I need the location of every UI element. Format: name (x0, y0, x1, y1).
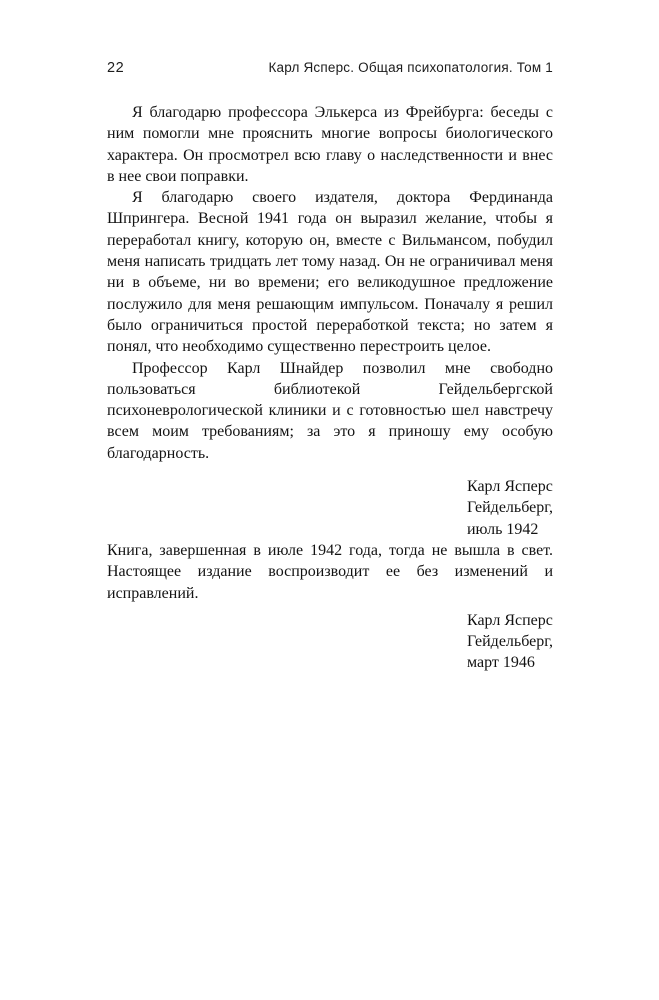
paragraph-closing-note: Книга, завершенная в июле 1942 года, тогда не вышла в свет. Настоящее издание воспроизводит ее без изменений и исправлений. (107, 541, 553, 602)
signature-place: Гейдельберг, (466, 633, 553, 651)
page-number: 22 (107, 60, 125, 76)
signature-block-1942 (467, 476, 553, 540)
signature-date: июль 1942 (466, 520, 539, 538)
signature-place: Гейдельберг, (466, 499, 553, 517)
page-body (107, 102, 553, 674)
signature-name: Карл Ясперс (466, 478, 553, 496)
signature-name: Карл Ясперс (466, 611, 553, 629)
running-header-title: Карл Ясперс. Общая психопатология. Том 1 (268, 60, 553, 75)
paragraph-acknowledgment-oelkers: Я благодарю профессора Элькерса из Фрейбурга: беседы с ним помогли мне прояснить многие вопросы биологического характера. Он просмотрел всю главу о наследственности и внес в нее свои поправки. (107, 104, 553, 185)
signature-date: март 1946 (466, 654, 535, 672)
signature-block-1946 (467, 610, 553, 674)
paragraph-acknowledgment-schneider: Профессор Карл Шнайдер позволил мне свободно пользоваться библиотекой Гейдельбергской психоневрологической клиники и с готовностью шел навстречу всем моим требованиям; за это я приношу ему особую благодарность. (107, 359, 553, 462)
paragraph-acknowledgment-springer: Я благодарю своего издателя, доктора Фердинанда Шпрингера. Весной 1941 года он выразил желание, чтобы я переработал книгу, которую он, вместе с Вильмансом, побудил меня написать тридцать лет тому назад. Он не ограничивал меня ни в объеме, ни во времени; его великодушное предложение послужило для меня решающим импульсом. Поначалу я решил было ограничиться простой переработкой текста; но затем я понял, что необходимо существенно перестроить целое. (107, 189, 553, 356)
running-head (107, 60, 553, 76)
